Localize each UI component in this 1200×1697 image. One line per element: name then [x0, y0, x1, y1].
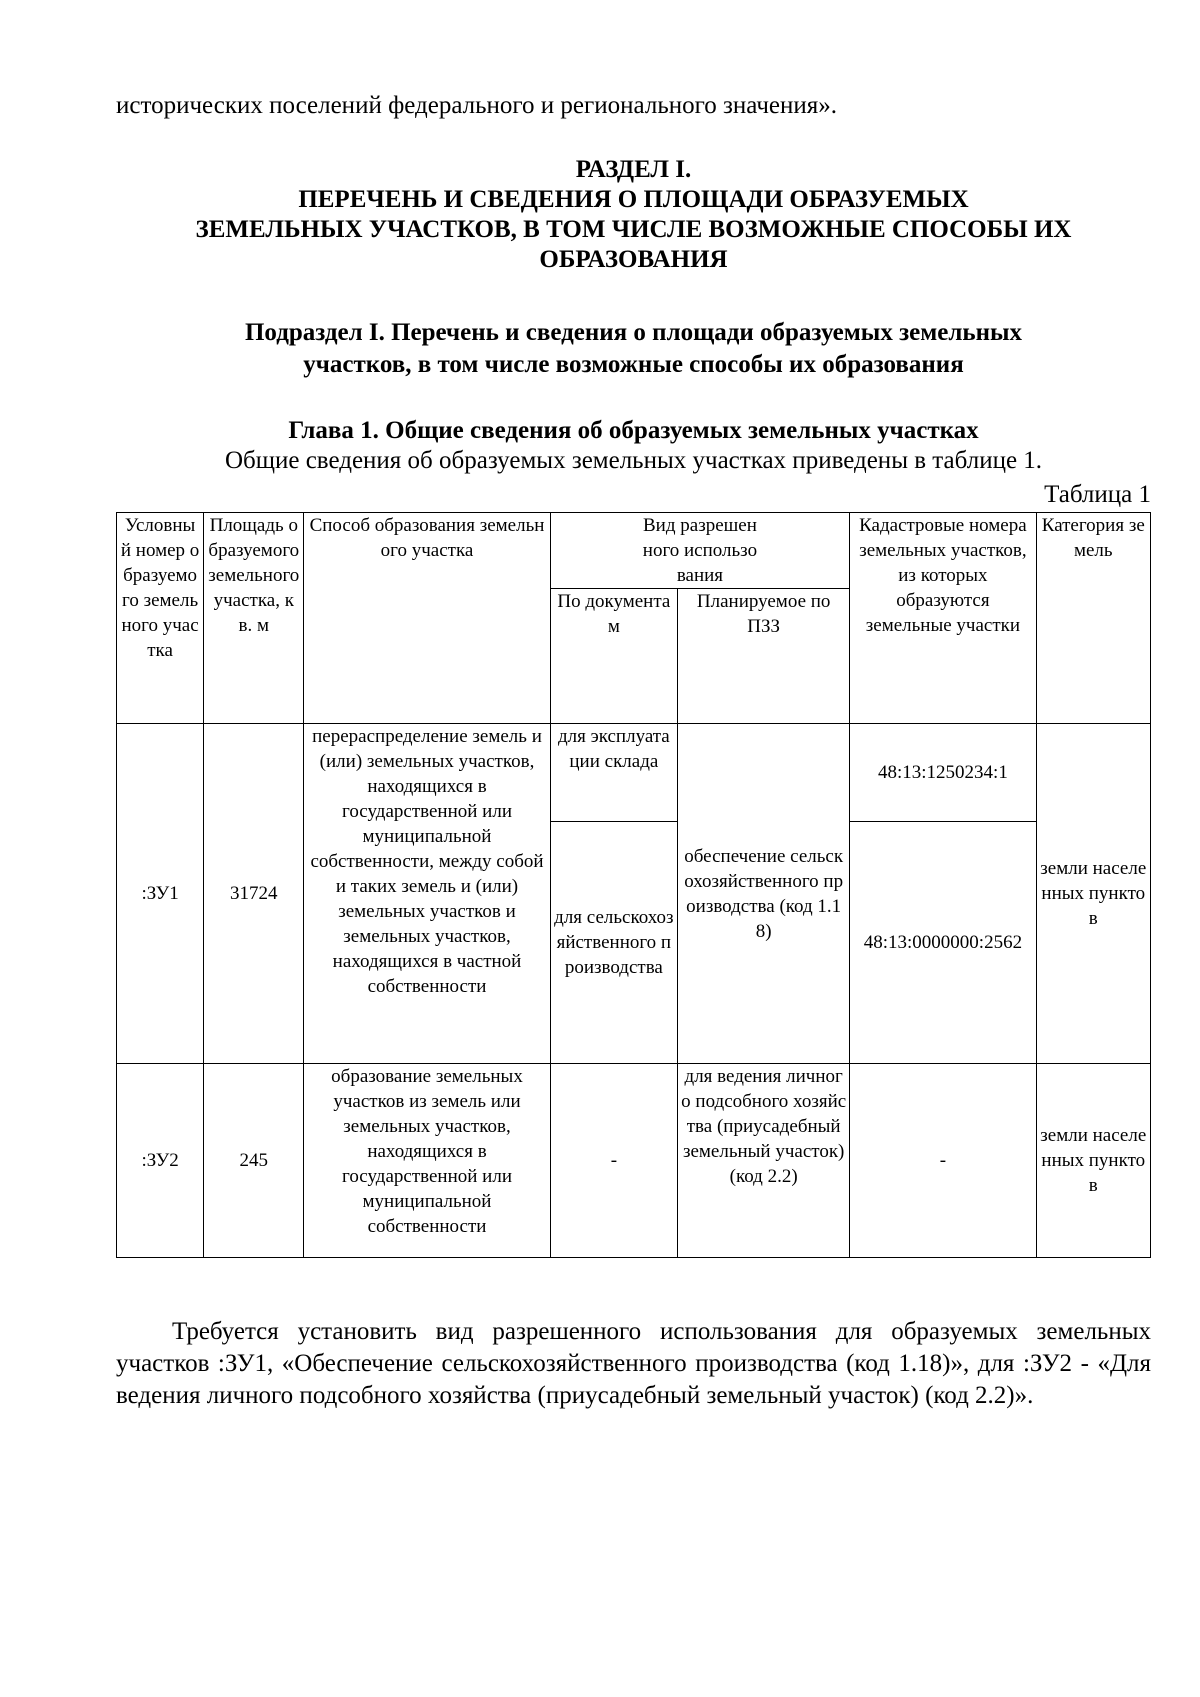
- table-label: Таблица 1: [1044, 481, 1151, 508]
- cell-by-documents: для сельскохозяйственного производства: [550, 822, 677, 1064]
- cell-cadastral: 48:13:0000000:2562: [850, 822, 1036, 1064]
- subsection-title-line: участков, в том числе возможные способы их образования: [303, 351, 964, 378]
- header-use: Вид разрешенного использования: [550, 513, 850, 589]
- subsection-title: [116, 317, 1151, 381]
- cell-area: 245: [204, 1064, 304, 1258]
- cell-category: земли населенных пунктов: [1036, 724, 1150, 1064]
- section-title-line: ОБРАЗОВАНИЯ: [539, 246, 728, 273]
- section-title-line: РАЗДЕЛ I.: [575, 156, 692, 183]
- cell-cadastral: 48:13:1250234:1: [850, 724, 1036, 822]
- land-plots-table: [116, 512, 1151, 1258]
- table-header-row: [117, 513, 1151, 589]
- table-intro: Общие сведения об образуемых земельных участках приведены в таблице 1.: [224, 447, 1043, 474]
- header-use-by-documents: По документам: [550, 589, 677, 724]
- subsection-title-line: Подраздел I. Перечень и сведения о площади образуемых земельных: [244, 319, 1023, 346]
- cell-cadastral: -: [850, 1064, 1036, 1258]
- header-method: Способ образования земельного участка: [304, 513, 550, 724]
- intro-line: исторических поселений федерального и регионального значения».: [116, 92, 838, 119]
- header-cadastral: Кадастровые номера земельных участков, из которых образуются земельные участки: [850, 513, 1036, 724]
- section-title-line: ЗЕМЕЛЬНЫХ УЧАСТКОВ, В ТОМ ЧИСЛЕ ВОЗМОЖНЫЕ СПОСОБЫ ИХ: [195, 216, 1072, 243]
- cell-category: земли населенных пунктов: [1036, 1064, 1150, 1258]
- cell-number: :ЗУ1: [117, 724, 204, 1064]
- cell-planned: обеспечение сельскохозяйственного производства (код 1.18): [678, 724, 850, 1064]
- cell-number: :ЗУ2: [117, 1064, 204, 1258]
- cell-method: перераспределение земель и (или) земельных участков, находящихся в государственной или муниципальной собственности, между собой и таких земель и (или) земельных участков и земельных участков, находящихся в частной собственности: [304, 724, 550, 1064]
- header-use-planned: Планируемое по ПЗЗ: [678, 589, 850, 724]
- header-category: Категория земель: [1036, 513, 1150, 724]
- cell-area: 31724: [204, 724, 304, 1064]
- section-title: [116, 155, 1151, 275]
- cell-by-documents: -: [550, 1064, 677, 1258]
- section-title-line: ПЕРЕЧЕНЬ И СВЕДЕНИЯ О ПЛОЩАДИ ОБРАЗУЕМЫХ: [298, 186, 969, 213]
- header-area: Площадь образуемого земельного участка, кв. м: [204, 513, 304, 724]
- table-row: [117, 724, 1151, 822]
- cell-planned: для ведения личного подсобного хозяйства (приусадебный земельный участок) (код 2.2): [678, 1064, 850, 1258]
- chapter-title: Глава 1. Общие сведения об образуемых земельных участках: [288, 417, 979, 444]
- closing-paragraph: Требуется установить вид разрешенного использования для образуемых земельных участков :ЗУ1, «Обеспечение сельскохозяйственного производства (код 1.18)», для :ЗУ2 - «Для ведения личного подсобного хозяйства (приусадебный земельный участок) (код 2.2)».: [116, 1318, 1151, 1409]
- header-number: Условный номер образуемого земельного участка: [117, 513, 204, 724]
- cell-method: образование земельных участков из земель или земельных участков, находящихся в государственной или муниципальной собственности: [304, 1064, 550, 1258]
- cell-by-documents: для эксплуатации склада: [550, 724, 677, 822]
- table-row: [117, 1064, 1151, 1258]
